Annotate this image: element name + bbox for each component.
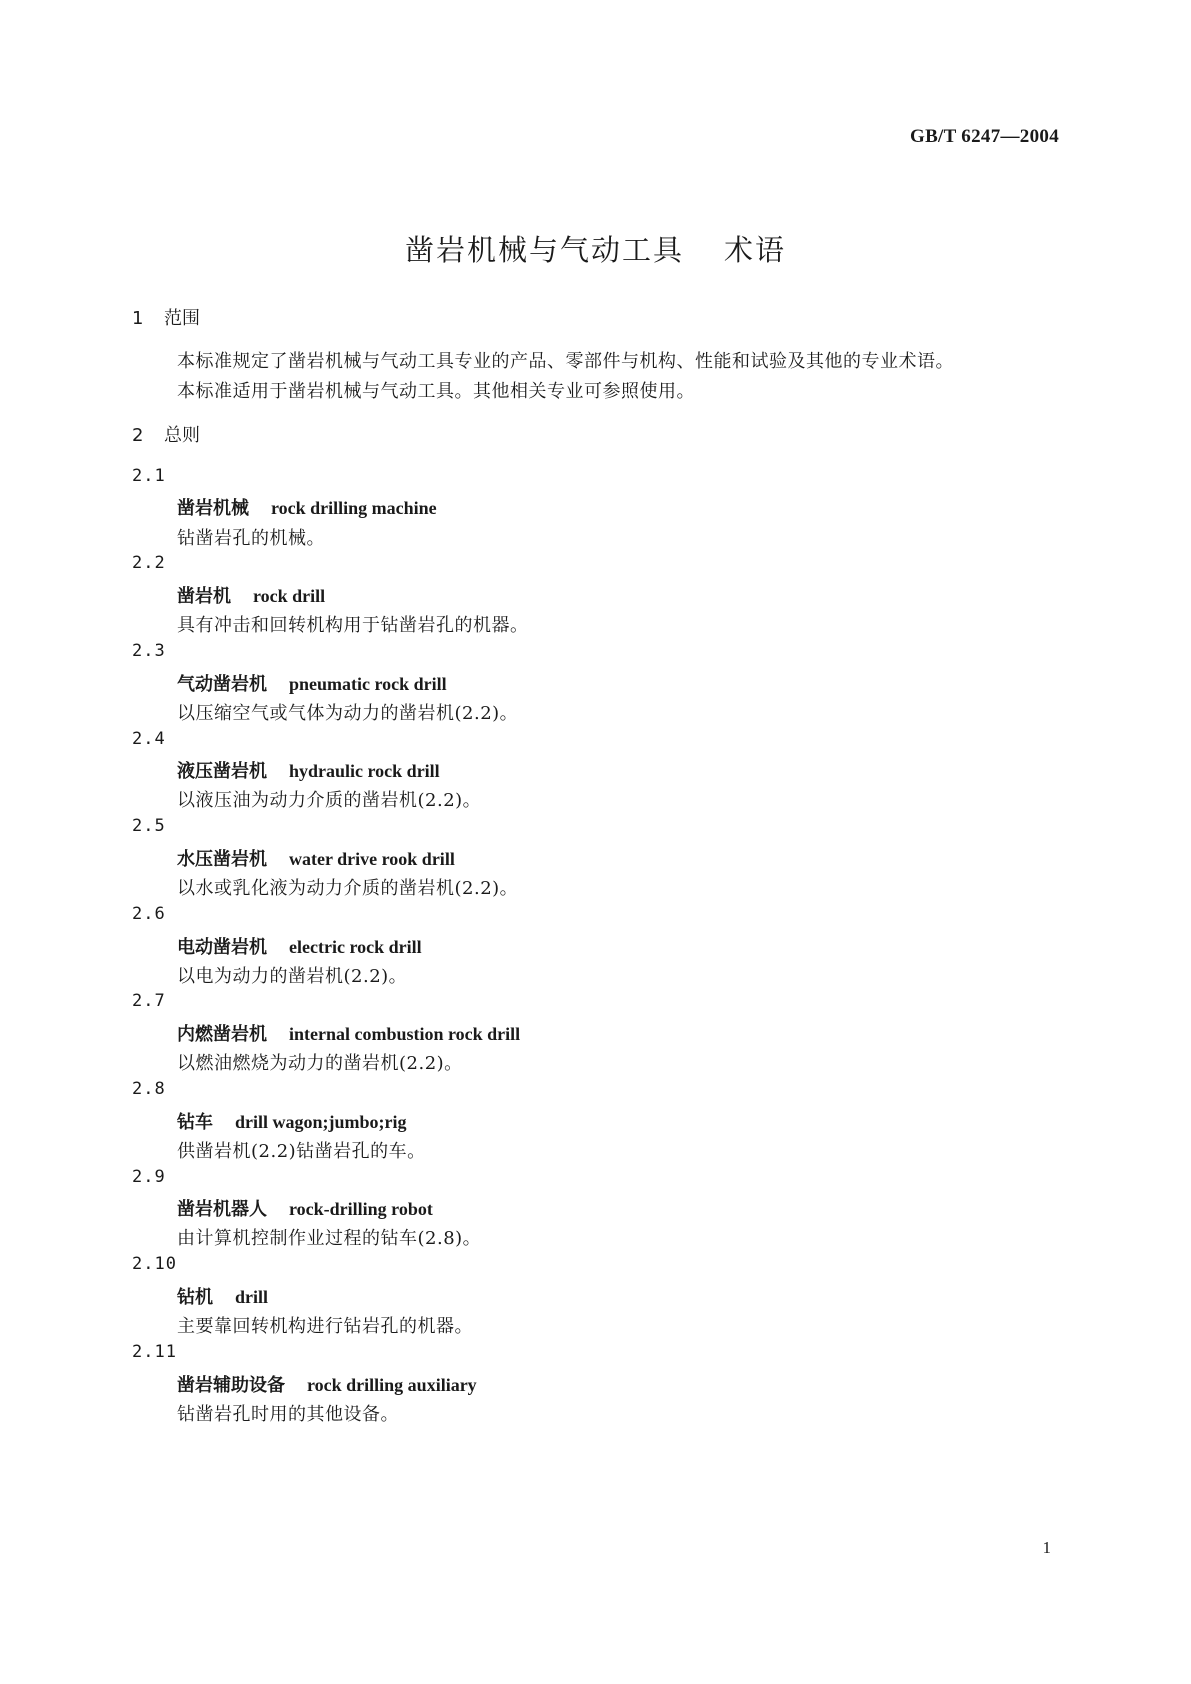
term-zh: 凿岩机	[177, 586, 231, 607]
term-en: rock drilling auxiliary	[307, 1375, 477, 1395]
term-zh: 钻车	[177, 1112, 213, 1133]
entry-term	[177, 1020, 520, 1046]
section-number: 1	[132, 308, 144, 329]
entry-definition: 钻凿岩孔时用的其他设备。	[177, 1404, 399, 1425]
entry-definition: 由计算机控制作业过程的钻车(2.8)。	[177, 1228, 482, 1249]
entry-term	[177, 845, 455, 871]
entry-number: 2.2	[132, 553, 166, 573]
entry-term	[177, 494, 437, 520]
entry-term	[177, 670, 447, 696]
entry-definition: 以电为动力的凿岩机(2.2)。	[177, 966, 408, 987]
entry-definition: 供凿岩机(2.2)钻凿岩孔的车。	[177, 1141, 426, 1162]
term-zh: 气动凿岩机	[177, 674, 267, 695]
entry-definition: 钻凿岩孔的机械。	[177, 528, 325, 549]
entry-term	[177, 1371, 477, 1397]
term-zh: 凿岩辅助设备	[177, 1375, 285, 1396]
document-title	[0, 228, 1191, 269]
term-zh: 凿岩机械	[177, 498, 249, 519]
term-en: electric rock drill	[289, 937, 422, 957]
section-heading-scope	[132, 304, 200, 330]
entry-term	[177, 1195, 433, 1221]
page-number: 1	[1042, 1538, 1051, 1557]
entry-number: 2.9	[132, 1167, 166, 1187]
term-en: water drive rook drill	[289, 849, 455, 869]
standard-code: GB/T 6247—2004	[909, 126, 1059, 147]
title-sub: 术语	[724, 233, 787, 267]
section-title: 范围	[164, 308, 200, 329]
entry-number: 2.10	[132, 1254, 177, 1274]
entry-term	[177, 1108, 407, 1134]
term-zh: 液压凿岩机	[177, 761, 267, 782]
entry-definition: 以燃油燃烧为动力的凿岩机(2.2)。	[177, 1053, 463, 1074]
entry-number: 2.11	[132, 1342, 177, 1362]
entry-definition: 以液压油为动力介质的凿岩机(2.2)。	[177, 790, 482, 811]
term-zh: 电动凿岩机	[177, 937, 267, 958]
entry-definition: 具有冲击和回转机构用于钻凿岩孔的机器。	[177, 615, 529, 636]
entry-definition: 主要靠回转机构进行钻岩孔的机器。	[177, 1316, 473, 1337]
term-en: rock drill	[253, 586, 326, 606]
term-zh: 内燃凿岩机	[177, 1024, 267, 1045]
term-en: pneumatic rock drill	[289, 674, 447, 694]
term-zh: 钻机	[177, 1287, 213, 1308]
term-en: internal combustion rock drill	[289, 1024, 521, 1044]
section-heading-general	[132, 421, 200, 447]
term-en: rock-drilling robot	[289, 1199, 433, 1219]
term-zh: 水压凿岩机	[177, 849, 267, 870]
entry-term	[177, 1283, 268, 1309]
term-en: drill	[235, 1287, 269, 1307]
section-number: 2	[132, 425, 144, 446]
term-en: hydraulic rock drill	[289, 761, 440, 781]
term-zh: 凿岩机器人	[177, 1199, 267, 1220]
term-en: drill wagon;jumbo;rig	[235, 1112, 407, 1132]
entry-number: 2.6	[132, 904, 166, 924]
entry-definition: 以压缩空气或气体为动力的凿岩机(2.2)。	[177, 703, 519, 724]
title-main: 凿岩机械与气动工具	[404, 233, 684, 267]
entry-term	[177, 933, 422, 959]
entry-number: 2.4	[132, 729, 166, 749]
entry-term	[177, 582, 325, 608]
entry-term	[177, 757, 440, 783]
entry-number: 2.8	[132, 1079, 166, 1099]
entry-definition: 以水或乳化液为动力介质的凿岩机(2.2)。	[177, 878, 519, 899]
term-en: rock drilling machine	[271, 498, 437, 518]
entry-number: 2.5	[132, 816, 166, 836]
entry-number: 2.1	[132, 466, 166, 486]
entry-number: 2.3	[132, 641, 166, 661]
scope-paragraph-1: 本标准规定了凿岩机械与气动工具专业的产品、零部件与机构、性能和试验及其他的专业术语。	[177, 351, 954, 372]
section-title: 总则	[164, 425, 200, 446]
entry-number: 2.7	[132, 991, 166, 1011]
scope-paragraph-2: 本标准适用于凿岩机械与气动工具。其他相关专业可参照使用。	[177, 381, 695, 402]
